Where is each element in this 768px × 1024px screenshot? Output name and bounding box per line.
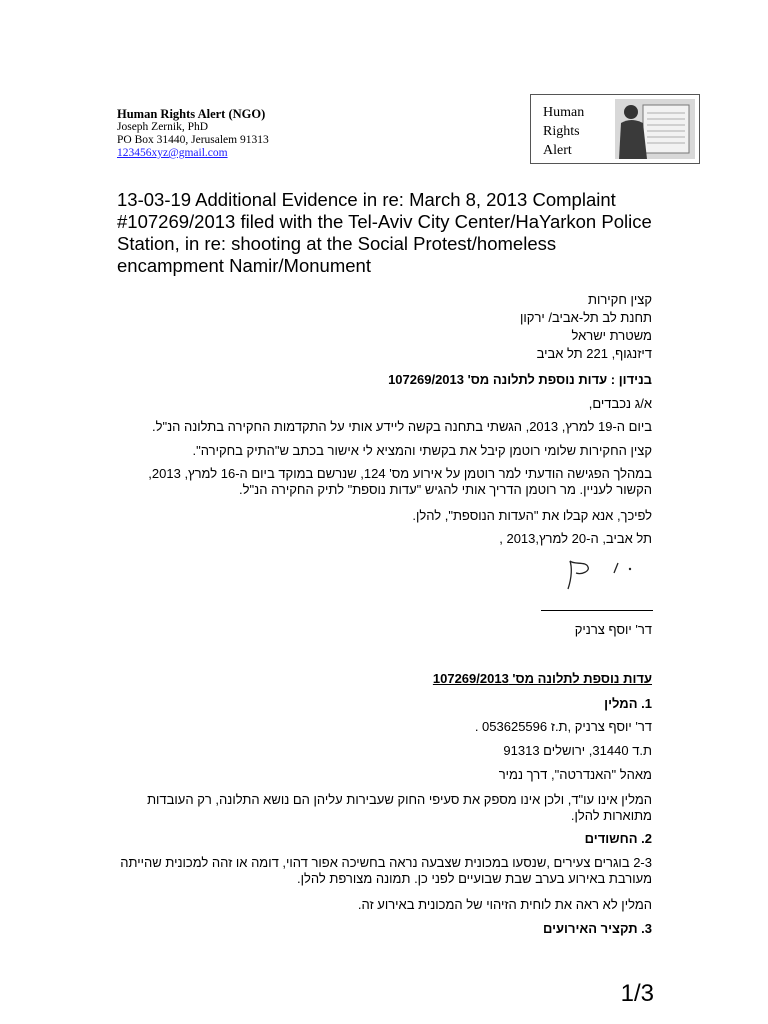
section-heading: 1. המלין <box>604 696 652 711</box>
logo-figure-icon <box>615 99 695 159</box>
page-number: 1/3 <box>620 980 654 1007</box>
org-name: Human Rights Alert (NGO) <box>117 107 266 121</box>
body-paragraph: ביום ה-19 למרץ, 2013, הגשתי בתחנה בקשה ליידע אותי על התקדמות החקירה בתלונה הנ"ל. <box>151 419 652 434</box>
recipient-block <box>352 291 652 363</box>
complainant-line: ת.ד 31440, ירושלים 91313 <box>503 743 652 758</box>
section-heading: 3. תקציר האירועים <box>542 921 652 936</box>
section-note: המלין לא ראה את לוחית הזיהוי של המכונית באירוע זה. <box>357 897 652 912</box>
recipient-line: משטרת ישראל <box>571 328 652 343</box>
logo-text: Human Rights Alert <box>543 105 585 158</box>
org-person: Joseph Zernik, PhD <box>117 121 209 133</box>
section-note: המלין אינו עו"ד, ולכן אינו מספק את סעיפי החוק שעבירות עליהן הם נושא התלונה, רק העובדות מתוארות להלן. <box>147 792 652 823</box>
org-block <box>117 108 269 160</box>
suspects-text: 2-3 בוגרים צעירים ,שנסעו במכונית שצבעה נראה בחשיכה אפור דהוי, דומה או זהה למכונית שהייתה מעורבת באירוע בערב שבת שבועיים לפני כן. תמונה מצורפת להלן. <box>120 855 652 886</box>
body-paragraph: במהלך הפגישה הודעתי למר רוטמן על אירוע מס' 124, שנרשם במוקד ביום ה-16 למרץ, 2013, הקשור לעניין. מר רוטמן הדריך אותי להגיש "עדות נוספת" לתיק החקירה הנ"ל. <box>148 466 652 497</box>
logo <box>530 94 700 164</box>
recipient-line: תחנת לב תל-אביב/ ירקון <box>520 310 652 325</box>
signature-image <box>542 555 654 595</box>
section-title: עדות נוספת לתלונה מס' 107269/2013 <box>432 671 652 686</box>
body-paragraph: קצין החקירות שלומי רוטמן קיבל את בקשתי והמציא לי אישור בכתב ש"התיק בחקירה". <box>192 443 652 458</box>
complainant-line: מאהל "האנדרטה", דרך נמיר <box>498 767 652 782</box>
complainant-line: דר' יוסף צרניק ,ת.ז 053625596 . <box>474 719 652 734</box>
section-heading: 2. החשודים <box>584 831 652 846</box>
signer-name: דר' יוסף צרניק <box>574 622 652 637</box>
date-line: תל אביב, ה-20 למרץ,2013 , <box>499 531 652 546</box>
recipient-line: קצין חקירות <box>587 292 652 307</box>
org-address: PO Box 31440, Jerusalem 91313 <box>117 134 269 146</box>
org-email-link[interactable]: 123456xyz@gmail.com <box>117 147 228 159</box>
recipient-line: דיזנגוף, 221 תל אביב <box>536 346 652 361</box>
body-paragraph: לפיכך, אנא קבלו את "העדות הנוספת", להלן. <box>412 508 652 523</box>
salutation: א/ג נכבדים, <box>588 396 652 411</box>
signature-line <box>541 610 653 611</box>
document-title: 13-03-19 Additional Evidence in re: March 8, 2013 Complaint #107269/2013 filed with the Tel-Aviv City Center/HaYarkon Police Station, in re: shooting at the Social Protest/homeless encampment Namir/Monument <box>117 189 652 276</box>
subject-line: בנידון : עדות נוספת לתלונה מס' 107269/2013 <box>388 372 652 387</box>
